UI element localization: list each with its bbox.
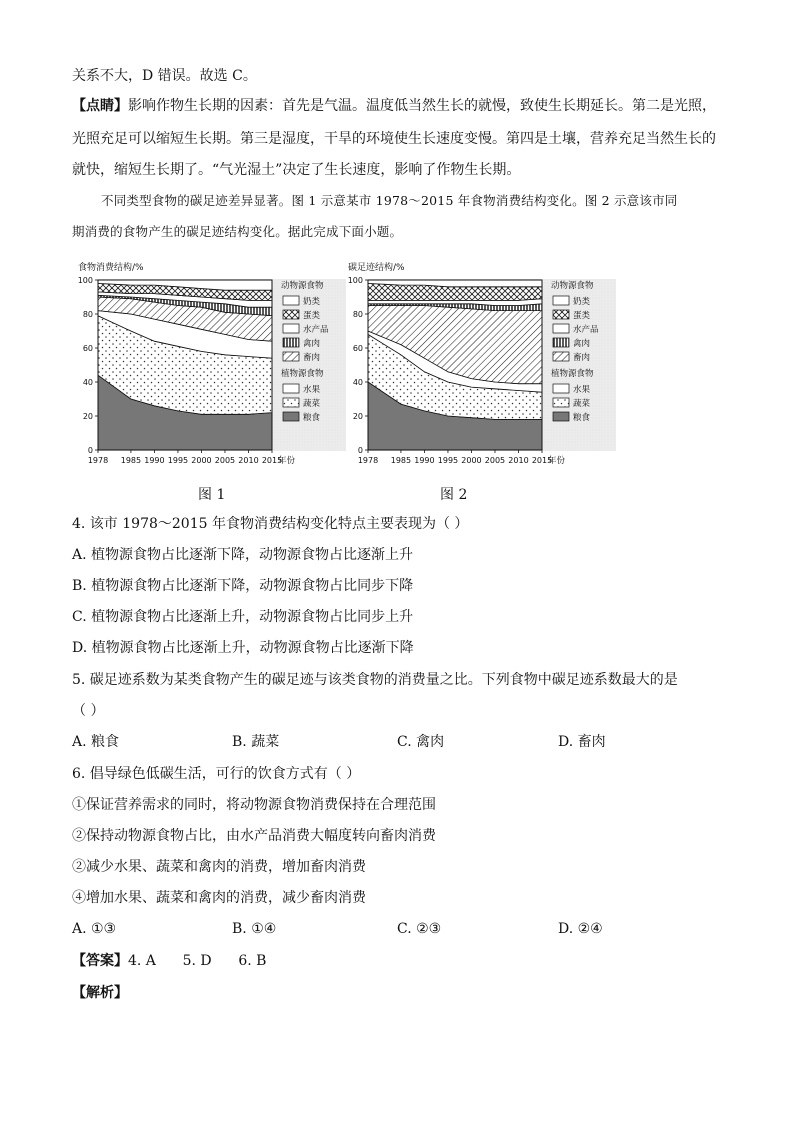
intro-line-1: 不同类型食物的碳足迹差异显著。图 1 示意某市 1978～2015 年食物消费结构变化。图 2 示意该市同 bbox=[101, 193, 678, 208]
legend-label-poultry: 禽肉 bbox=[573, 339, 591, 349]
legend-swatch-poultry bbox=[283, 338, 299, 347]
figure-2-caption: 图 2 bbox=[440, 487, 468, 503]
analysis-tag: 【解析】 bbox=[72, 985, 128, 1001]
q4-stem: 4. 该市 1978～2015 年食物消费结构变化特点主要表现为（ ） bbox=[72, 516, 469, 532]
x-axis-label: 年份 bbox=[278, 456, 296, 466]
legend-label-egg: 蛋类 bbox=[303, 311, 321, 321]
x-tick-label: 2000 bbox=[461, 456, 482, 465]
legend-label-aquatic: 水产品 bbox=[303, 325, 329, 335]
legend-label-fruit: 水果 bbox=[303, 385, 321, 395]
q4-option-d: D. 植物源食物占比逐渐上升，动物源食物占比逐渐下降 bbox=[72, 640, 414, 656]
q6-option-c: C. ②③ bbox=[397, 921, 442, 937]
chart-title: 碳足迹结构/% bbox=[348, 263, 405, 273]
answer-text: 4. A 5. D 6. B bbox=[128, 953, 267, 969]
q6-stem: 6. 倡导绿色低碳生活，可行的饮食方式有（ ） bbox=[72, 766, 361, 782]
q5-option-c: C. 禽肉 bbox=[397, 734, 445, 750]
legend-label-dairy: 奶类 bbox=[573, 297, 591, 307]
legend-swatch-livestock-meat bbox=[553, 352, 569, 361]
legend-plant-header: 植物源食物 bbox=[281, 369, 324, 379]
legend-swatch-livestock-meat bbox=[283, 352, 299, 361]
legend-animal-header: 动物源食物 bbox=[551, 281, 594, 291]
y-tick-label: 100 bbox=[347, 276, 363, 285]
legend-swatch-egg bbox=[283, 310, 299, 319]
x-tick-label: 2015 bbox=[261, 456, 283, 465]
y-tick-label: 20 bbox=[352, 412, 363, 421]
legend-label-aquatic: 水产品 bbox=[573, 325, 599, 335]
figure-1-caption: 图 1 bbox=[198, 487, 226, 503]
answer-tag: 【答案】 bbox=[72, 953, 128, 969]
q6-statement-3: ②减少水果、蔬菜和禽肉的消费，增加畜肉消费 bbox=[72, 859, 366, 875]
x-tick-label: 1995 bbox=[167, 456, 189, 465]
y-tick-label: 40 bbox=[352, 378, 363, 387]
legend-swatch-grain bbox=[553, 412, 569, 421]
legend-label-grain: 粮食 bbox=[573, 413, 591, 423]
q5-paren: （ ） bbox=[72, 703, 105, 719]
tip-tag: 【点睛】 bbox=[72, 98, 128, 114]
legend-swatch-egg bbox=[553, 310, 569, 319]
x-tick-label: 1990 bbox=[414, 456, 435, 465]
x-tick-label: 2000 bbox=[191, 456, 212, 465]
legend-label-vegetable: 蔬菜 bbox=[303, 399, 321, 409]
q6-statement-2: ②保持动物源食物占比，由水产品消费大幅度转向畜肉消费 bbox=[72, 828, 436, 844]
legend-label-fruit: 水果 bbox=[573, 385, 591, 395]
x-tick-label: 1985 bbox=[390, 456, 412, 465]
x-tick-label: 1995 bbox=[437, 456, 459, 465]
tip-text: 影响作物生长期的因素：首先是气温。温度低当然生长的就慢，致使生长期延长。第二是光照， bbox=[128, 98, 716, 114]
legend-plant-header: 植物源食物 bbox=[551, 369, 594, 379]
y-tick-label: 80 bbox=[352, 310, 363, 319]
legend-swatch-dairy bbox=[553, 296, 569, 305]
prev-answer-tail: 关系不大，D 错误。故选 C。 bbox=[72, 68, 257, 84]
legend-label-livestock-meat: 畜肉 bbox=[573, 353, 591, 363]
x-tick-label: 2005 bbox=[484, 456, 506, 465]
q6-option-d: D. ②④ bbox=[558, 921, 603, 937]
figure-2-chart bbox=[346, 258, 616, 480]
tip-paragraph-line-2: 光照充足可以缩短生长期。第三是湿度，干旱的环境使生长速度变慢。第四是土壤，营养充足当然生长的 bbox=[72, 131, 716, 147]
legend-swatch-poultry bbox=[553, 338, 569, 347]
y-tick-label: 0 bbox=[357, 446, 363, 455]
legend-swatch-aquatic bbox=[553, 324, 569, 333]
figure-1-chart bbox=[76, 258, 346, 480]
q6-statement-1: ①保证营养需求的同时，将动物源食物消费保持在合理范围 bbox=[72, 797, 436, 813]
legend-swatch-fruit bbox=[553, 384, 569, 393]
y-tick-label: 0 bbox=[87, 446, 93, 455]
legend-label-grain: 粮食 bbox=[303, 413, 321, 423]
tip-paragraph-line-3: 就快，缩短生长期了。“气光湿土”决定了生长速度，影响了作物生长期。 bbox=[72, 162, 521, 178]
x-tick-label: 1978 bbox=[357, 456, 379, 465]
q5-option-b: B. 蔬菜 bbox=[232, 734, 280, 750]
x-tick-label: 2010 bbox=[238, 456, 259, 465]
tip-paragraph-line-1 bbox=[72, 96, 716, 116]
q6-statement-4: ④增加水果、蔬菜和禽肉的消费，减少畜肉消费 bbox=[72, 890, 366, 906]
legend-label-dairy: 奶类 bbox=[303, 297, 321, 307]
answer-line bbox=[72, 951, 266, 971]
y-tick-label: 60 bbox=[82, 344, 93, 353]
y-tick-label: 20 bbox=[82, 412, 93, 421]
x-tick-label: 2010 bbox=[508, 456, 529, 465]
q5-option-d: D. 畜肉 bbox=[558, 734, 606, 750]
chart-title: 食物消费结构/% bbox=[78, 263, 144, 273]
y-tick-label: 40 bbox=[82, 378, 93, 387]
legend-swatch-aquatic bbox=[283, 324, 299, 333]
q5-stem: 5. 碳足迹系数为某类食物产生的碳足迹与该类食物的消费量之比。下列食物中碳足迹系数最大的是 bbox=[72, 672, 678, 688]
legend-swatch-vegetable bbox=[283, 398, 299, 407]
q6-option-b: B. ①④ bbox=[232, 921, 277, 937]
legend-label-poultry: 禽肉 bbox=[303, 339, 321, 349]
q4-option-b: B. 植物源食物占比逐渐下降，动物源食物占比同步下降 bbox=[72, 578, 414, 594]
x-axis-label: 年份 bbox=[548, 456, 566, 466]
x-tick-label: 1985 bbox=[120, 456, 142, 465]
q4-option-c: C. 植物源食物占比逐渐上升，动物源食物占比同步上升 bbox=[72, 609, 414, 625]
y-tick-label: 60 bbox=[352, 344, 363, 353]
y-tick-label: 80 bbox=[82, 310, 93, 319]
legend-label-livestock-meat: 畜肉 bbox=[303, 353, 321, 363]
intro-line-2: 期消费的食物产生的碳足迹结构变化。据此完成下面小题。 bbox=[72, 224, 403, 239]
q6-option-a: A. ①③ bbox=[72, 921, 117, 937]
legend-swatch-vegetable bbox=[553, 398, 569, 407]
y-tick-label: 100 bbox=[77, 276, 93, 285]
legend-swatch-dairy bbox=[283, 296, 299, 305]
legend-label-egg: 蛋类 bbox=[573, 311, 591, 321]
q4-option-a: A. 植物源食物占比逐渐下降，动物源食物占比逐渐上升 bbox=[72, 547, 414, 563]
x-tick-label: 2015 bbox=[531, 456, 553, 465]
x-tick-label: 1990 bbox=[144, 456, 165, 465]
x-tick-label: 2005 bbox=[214, 456, 236, 465]
q5-option-a: A. 粮食 bbox=[72, 734, 120, 750]
legend-animal-header: 动物源食物 bbox=[281, 281, 324, 291]
legend-label-vegetable: 蔬菜 bbox=[573, 399, 591, 409]
legend-swatch-fruit bbox=[283, 384, 299, 393]
x-tick-label: 1978 bbox=[87, 456, 109, 465]
legend-swatch-grain bbox=[283, 412, 299, 421]
